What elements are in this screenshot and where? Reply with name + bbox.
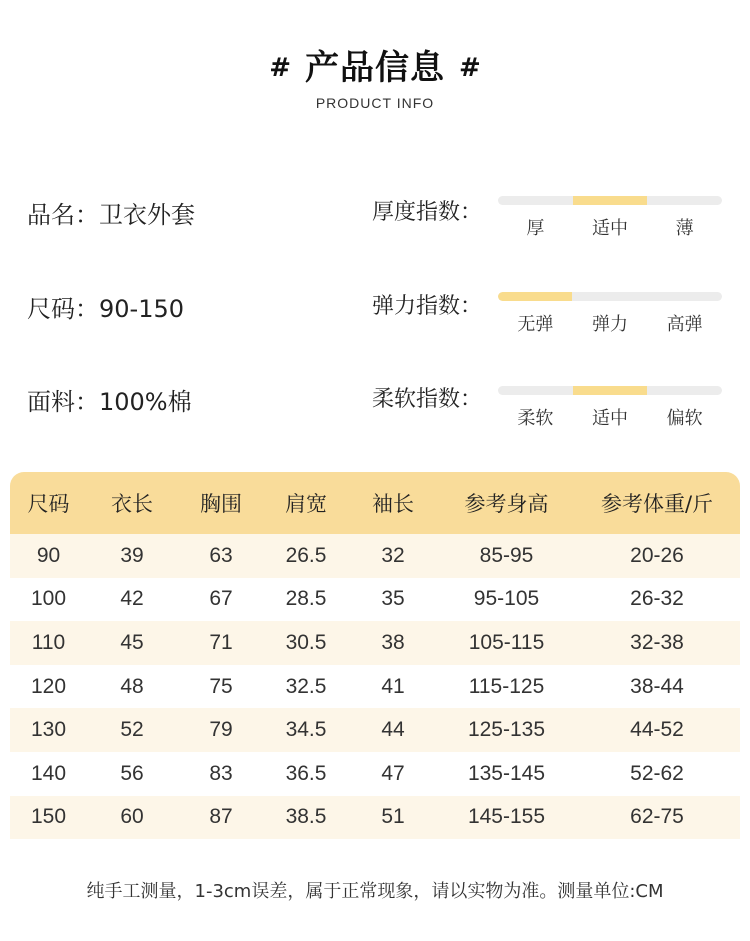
table-cell: 32-38	[574, 621, 740, 665]
table-cell: 42	[87, 578, 177, 622]
info-row-name	[0, 195, 750, 255]
table-cell: 130	[10, 708, 87, 752]
table-cell: 67	[177, 578, 265, 622]
table-cell: 32	[347, 534, 439, 578]
size-range-field: 尺码：90-150	[27, 295, 185, 323]
table-cell: 105-115	[439, 621, 574, 665]
page-subtitle: PRODUCT INFO	[315, 95, 435, 111]
table-cell: 44	[347, 708, 439, 752]
scale-label: 适中	[592, 408, 628, 429]
column-header: 袖长	[347, 472, 439, 534]
table-cell: 38	[347, 621, 439, 665]
product-name-label: 品名	[27, 201, 75, 229]
hash-mark-right: #	[459, 52, 481, 83]
scale-label: 偏软	[666, 408, 703, 429]
title-row	[0, 40, 750, 89]
elasticity-scale	[498, 292, 722, 336]
table-cell: 100	[10, 578, 87, 622]
scale-label: 高弹	[666, 314, 703, 335]
fabric-label: 面料	[27, 388, 75, 416]
table-row	[10, 752, 740, 796]
table-cell: 38.5	[265, 796, 347, 840]
scale-label: 无弹	[517, 314, 554, 335]
table-cell: 38-44	[574, 665, 740, 709]
elasticity-scale-labels	[498, 310, 722, 336]
table-cell: 63	[177, 534, 265, 578]
table-cell: 87	[177, 796, 265, 840]
table-body	[10, 534, 740, 839]
table-cell: 110	[10, 621, 87, 665]
table-cell: 36.5	[265, 752, 347, 796]
table-cell: 30.5	[265, 621, 347, 665]
softness-track	[498, 386, 722, 395]
table-cell: 120	[10, 665, 87, 709]
elasticity-index-field: 弹力指数：	[372, 294, 483, 319]
measurement-note: 纯手工测量，1-3cm误差，属于正常现象，请以实物为准。测量单位:CM	[86, 881, 664, 902]
thickness-level-fill	[573, 196, 647, 205]
table-cell: 28.5	[265, 578, 347, 622]
thickness-scale-labels	[498, 214, 722, 240]
table-row	[10, 796, 740, 840]
table-cell: 52-62	[574, 752, 740, 796]
table-row	[10, 708, 740, 752]
product-name-field: 品名：卫衣外套	[27, 201, 195, 229]
thickness-index-label: 厚度指数	[372, 200, 461, 225]
table-cell: 140	[10, 752, 87, 796]
table-cell: 83	[177, 752, 265, 796]
table-cell: 115-125	[439, 665, 574, 709]
table-cell: 95-105	[439, 578, 574, 622]
table-cell: 35	[347, 578, 439, 622]
table-cell: 32.5	[265, 665, 347, 709]
column-header: 参考身高	[439, 472, 574, 534]
table-cell: 56	[87, 752, 177, 796]
table-cell: 135-145	[439, 752, 574, 796]
elasticity-level-fill	[498, 292, 572, 301]
table-cell: 150	[10, 796, 87, 840]
table-header-row	[10, 472, 740, 534]
table-cell: 47	[347, 752, 439, 796]
table-cell: 71	[177, 621, 265, 665]
table-cell: 90	[10, 534, 87, 578]
table-cell: 39	[87, 534, 177, 578]
softness-scale	[498, 386, 722, 430]
table-row	[10, 578, 740, 622]
table-cell: 75	[177, 665, 265, 709]
product-name-value: 卫衣外套	[99, 201, 195, 229]
table-row	[10, 534, 740, 578]
product-info-header	[0, 40, 750, 111]
table-cell: 26.5	[265, 534, 347, 578]
column-header: 胸围	[177, 472, 265, 534]
scale-label: 厚	[526, 218, 545, 239]
table-cell: 41	[347, 665, 439, 709]
fabric-field: 面料：100%棉	[27, 388, 192, 416]
table-cell: 60	[87, 796, 177, 840]
scale-label: 薄	[675, 218, 694, 239]
elasticity-index-label: 弹力指数	[372, 294, 461, 319]
scale-label: 柔软	[517, 408, 554, 429]
table-cell: 26-32	[574, 578, 740, 622]
fabric-value: 100%棉	[99, 388, 192, 416]
table-cell: 51	[347, 796, 439, 840]
thickness-index-field: 厚度指数：	[372, 200, 483, 225]
info-row-fabric	[0, 382, 750, 442]
page-title: 产品信息	[305, 48, 445, 88]
softness-index-field: 柔软指数：	[372, 387, 483, 412]
thickness-track	[498, 196, 722, 205]
table-cell: 44-52	[574, 708, 740, 752]
column-header: 肩宽	[265, 472, 347, 534]
table-cell: 85-95	[439, 534, 574, 578]
table-row	[10, 621, 740, 665]
scale-label: 弹力	[592, 314, 628, 335]
size-range-value: 90-150	[99, 295, 185, 323]
table-cell: 20-26	[574, 534, 740, 578]
softness-level-fill	[573, 386, 647, 395]
table-cell: 34.5	[265, 708, 347, 752]
table-cell: 79	[177, 708, 265, 752]
table-cell: 45	[87, 621, 177, 665]
thickness-scale	[498, 196, 722, 240]
hash-mark-left: #	[269, 52, 291, 83]
scale-label: 适中	[592, 218, 628, 239]
size-chart-table	[10, 472, 740, 839]
table-row	[10, 665, 740, 709]
column-header: 参考体重/斤	[574, 472, 740, 534]
info-row-size	[0, 289, 750, 349]
column-header: 衣长	[87, 472, 177, 534]
table-cell: 125-135	[439, 708, 574, 752]
column-header: 尺码	[10, 472, 87, 534]
softness-scale-labels	[498, 404, 722, 430]
table-cell: 145-155	[439, 796, 574, 840]
table-cell: 52	[87, 708, 177, 752]
softness-index-label: 柔软指数	[372, 387, 461, 412]
elasticity-track	[498, 292, 722, 301]
table-cell: 62-75	[574, 796, 740, 840]
size-range-label: 尺码	[27, 295, 75, 323]
table-cell: 48	[87, 665, 177, 709]
